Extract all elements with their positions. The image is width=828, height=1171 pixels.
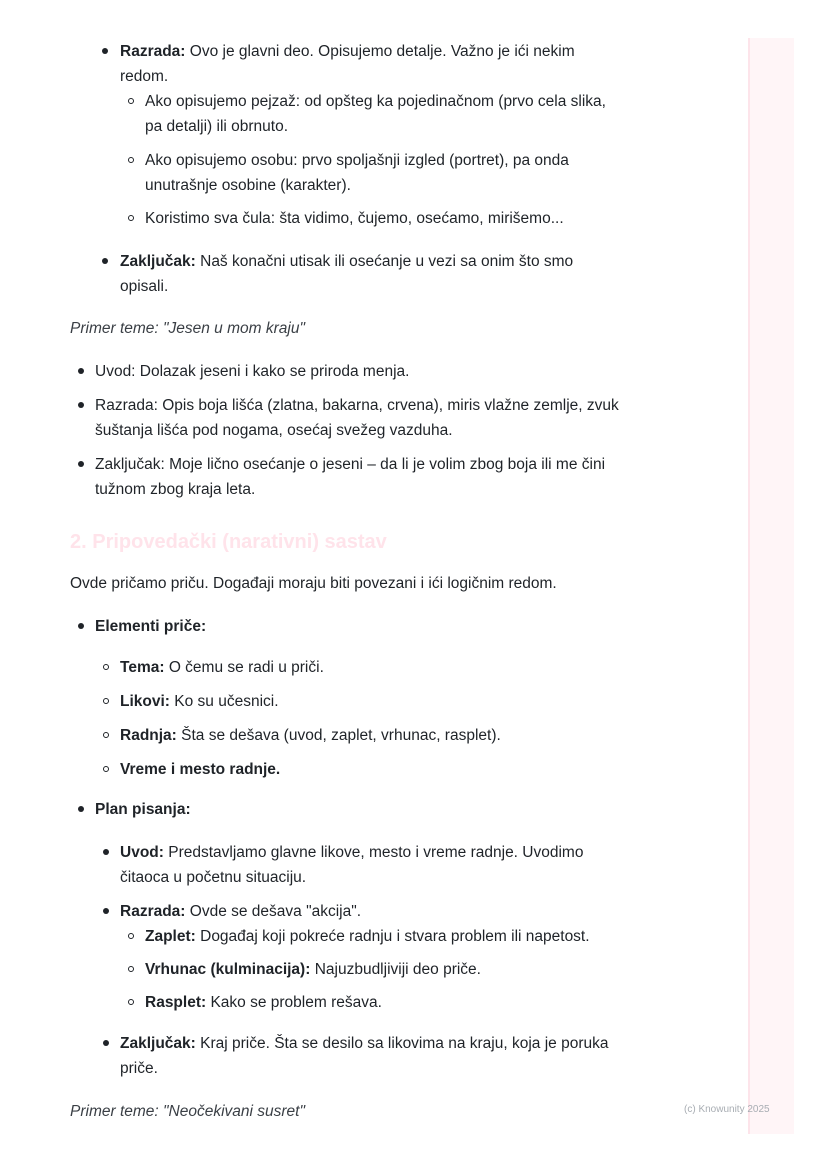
example-title-1: Primer teme: "Jesen u mom kraju" <box>70 320 305 337</box>
bullet <box>78 461 84 467</box>
sub-bullet <box>103 732 109 738</box>
page-side-strip <box>748 38 794 1134</box>
bullet <box>78 623 84 629</box>
sub-bullet <box>128 215 134 221</box>
plan-zaplet: Zaplet: Događaj koji pokreće radnju i stvara problem ili napetost. <box>145 928 590 945</box>
example1-item-1: Uvod: Dolazak jeseni i kako se priroda menja. <box>95 363 410 380</box>
plan-vrhunac: Vrhunac (kulminacija): Najuzbudljiviji deo priče. <box>145 961 481 978</box>
bullet <box>103 908 109 914</box>
sub-bullet <box>128 98 134 104</box>
bullet <box>103 849 109 855</box>
desc-sub-1: Ako opisujemo pejzaž: od opšteg ka pojedinačnom (prvo cela slika, <box>145 93 606 110</box>
bullet <box>78 368 84 374</box>
copyright-text: (c) Knowunity 2025 <box>684 1104 770 1115</box>
sub-bullet <box>128 157 134 163</box>
sub-bullet <box>128 999 134 1005</box>
sub-bullet <box>128 933 134 939</box>
plan-label: Plan pisanja: <box>95 801 191 818</box>
bullet <box>102 48 108 54</box>
desc-zakljucak-cont: opisali. <box>120 278 169 295</box>
plan-zakljucak: Zaključak: Kraj priče. Šta se desilo sa likovima na kraju, koja je poruka <box>120 1035 609 1052</box>
desc-sub-2-cont: unutrašnje osobine (karakter). <box>145 177 351 194</box>
bullet <box>102 258 108 264</box>
example-title-2: Primer teme: "Neočekivani susret" <box>70 1103 305 1120</box>
example1-item-2: Razrada: Opis boja lišća (zlatna, bakarna, crvena), miris vlažne zemlje, zvuk <box>95 397 619 414</box>
section2-intro: Ovde pričamo priču. Događaji moraju biti povezani i ići logičnim redom. <box>70 575 557 592</box>
desc-sub-1-cont: pa detalji) ili obrnuto. <box>145 118 289 135</box>
example1-item-3-cont: tužnom zbog kraja leta. <box>95 481 256 498</box>
plan-zakljucak-cont: priče. <box>120 1060 158 1077</box>
desc-sub-3: Koristimo sva čula: šta vidimo, čujemo, osećamo, mirišemo... <box>145 210 564 227</box>
plan-rasplet: Rasplet: Kako se problem rešava. <box>145 994 382 1011</box>
bullet <box>78 402 84 408</box>
bullet <box>103 1040 109 1046</box>
plan-uvod-cont: čitaoca u početnu situaciju. <box>120 869 307 886</box>
sub-bullet <box>103 664 109 670</box>
elements-label: Elementi priče: <box>95 618 207 635</box>
sub-bullet <box>103 766 109 772</box>
desc-zakljucak: Zaključak: Naš konačni utisak ili osećanje u vezi sa onim što smo <box>120 253 574 270</box>
sub-bullet <box>128 966 134 972</box>
desc-sub-2: Ako opisujemo osobu: prvo spoljašnji izgled (portret), pa onda <box>145 152 569 169</box>
sub-bullet <box>103 698 109 704</box>
element-likovi: Likovi: Ko su učesnici. <box>120 693 279 710</box>
plan-razrada: Razrada: Ovde se dešava "akcija". <box>120 903 362 920</box>
desc-razrada: Razrada: Ovo je glavni deo. Opisujemo detalje. Važno je ići nekim <box>120 43 575 60</box>
example1-item-3: Zaključak: Moje lično osećanje o jeseni – da li je volim zbog boja ili me čini <box>95 456 606 473</box>
element-radnja: Radnja: Šta se dešava (uvod, zaplet, vrhunac, rasplet). <box>120 727 501 744</box>
plan-uvod: Uvod: Predstavljamo glavne likove, mesto i vreme radnje. Uvodimo <box>120 844 584 861</box>
element-tema: Tema: O čemu se radi u priči. <box>120 659 324 676</box>
desc-razrada-cont: redom. <box>120 68 169 85</box>
bullet <box>78 806 84 812</box>
element-vreme: Vreme i mesto radnje. <box>120 761 281 778</box>
section-heading-narrative: 2. Pripovedački (narativni) sastav <box>70 531 387 553</box>
example1-item-2-cont: šuštanja lišća pod nogama, osećaj svežeg vazduha. <box>95 422 453 439</box>
